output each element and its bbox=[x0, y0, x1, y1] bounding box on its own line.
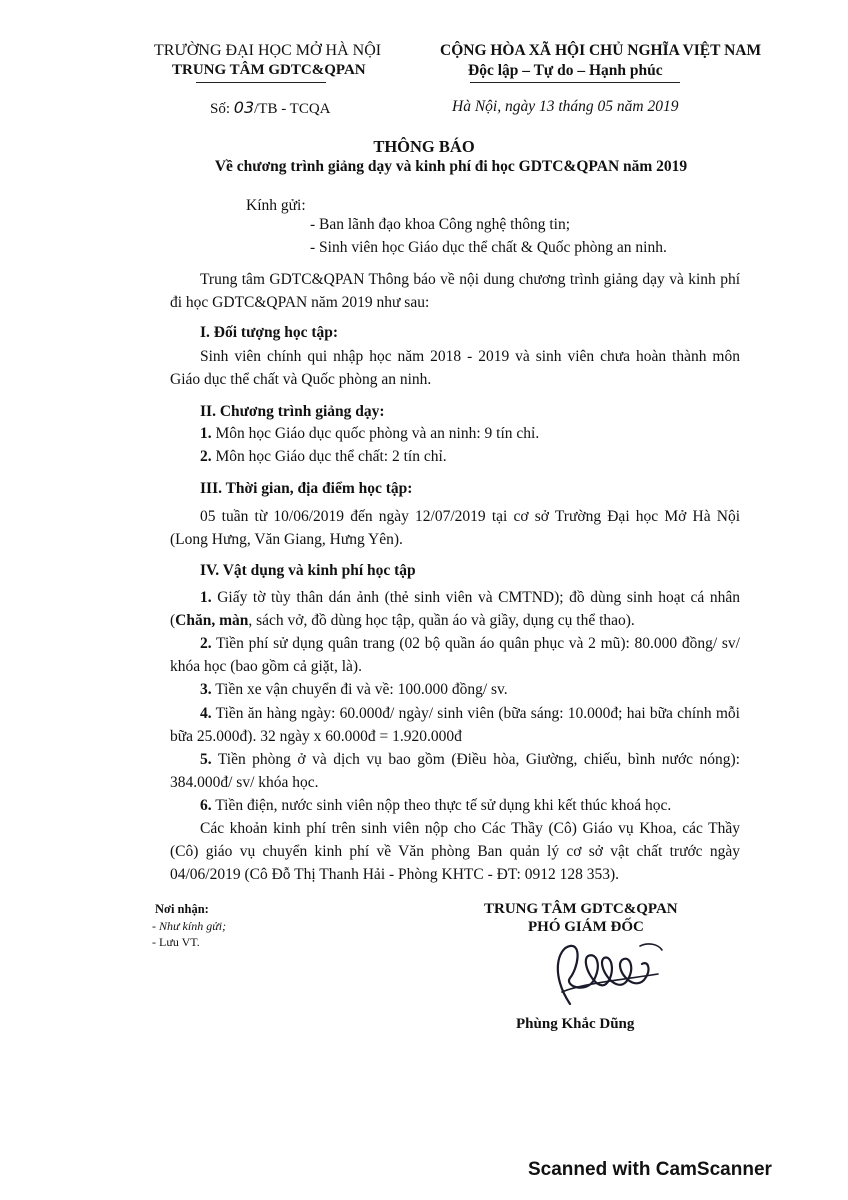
item-number: 5. bbox=[200, 751, 212, 768]
section4-item1 bbox=[170, 586, 740, 632]
item-number: 4. bbox=[200, 705, 212, 722]
item-number: 6. bbox=[200, 797, 212, 814]
section4-heading: IV. Vật dụng và kinh phí học tập bbox=[200, 562, 416, 579]
recipient-item: - Ban lãnh đạo khoa Công nghệ thông tin; bbox=[310, 216, 571, 233]
place-date: Hà Nội, ngày 13 tháng 05 năm 2019 bbox=[452, 98, 679, 115]
item-text: , sách vở, đồ dùng học tập, quần áo và giầy, dụng cụ thể thao). bbox=[248, 612, 635, 629]
intro-paragraph bbox=[170, 268, 740, 314]
recipient-item: - Sinh viên học Giáo dục thể chất & Quốc phòng an ninh. bbox=[310, 239, 667, 256]
university-name: TRƯỜNG ĐẠI HỌC MỞ HÀ NỘI bbox=[154, 42, 382, 59]
handwritten-signature bbox=[540, 934, 670, 1014]
header-left-underline bbox=[196, 82, 326, 83]
item-text-bold: Chăn, màn bbox=[175, 612, 249, 629]
item-text: Tiền ăn hàng ngày: 60.000đ/ ngày/ sinh viên (bữa sáng: 10.000đ; hai bữa chính mỗi bữa 25.000đ). 32 ngày x 60.000đ = 1.920.000đ bbox=[170, 705, 740, 745]
item-text: Môn học Giáo dục quốc phòng và an ninh: 9 tín chỉ. bbox=[211, 425, 540, 442]
center-name: TRUNG TÂM GDTC&QPAN bbox=[172, 62, 366, 78]
section4-item3 bbox=[170, 678, 740, 701]
section1-paragraph bbox=[170, 345, 740, 391]
section1-heading: I. Đối tượng học tập: bbox=[200, 324, 339, 341]
item-text: Môn học Giáo dục thể chất: 2 tín chỉ. bbox=[211, 448, 447, 465]
document-number-prefix: Số: bbox=[210, 101, 234, 117]
section3-heading: III. Thời gian, địa điểm học tập: bbox=[200, 480, 413, 497]
section2-item1 bbox=[200, 422, 539, 445]
receiver-item: - Như kính gửi; bbox=[152, 919, 227, 933]
item-text: Tiền điện, nước sinh viên nộp theo thực tế sử dụng khi kết thúc khoá học. bbox=[211, 797, 672, 814]
document-number bbox=[210, 98, 331, 118]
closing-text: Các khoản kinh phí trên sinh viên nộp cho Các Thầy (Cô) Giáo vụ Khoa, các Thầy (Cô) giáo vụ chuyển kinh phí về Văn phòng Ban quản lý cơ sở vật chất trước ngày 04/06/2019 (Cô Đỗ Thị Thanh Hải - Phòng KHTC - ĐT: 0912 128 353). bbox=[170, 820, 740, 883]
recipients-label: Kính gửi: bbox=[246, 197, 306, 214]
item-text: Tiền xe vận chuyển đi và về: 100.000 đồng/ sv. bbox=[211, 681, 508, 698]
section4-item4 bbox=[170, 702, 740, 748]
section2-item2 bbox=[200, 445, 447, 468]
item-number: 1. bbox=[200, 589, 212, 606]
intro-text: Trung tâm GDTC&QPAN Thông báo về nội dung chương trình giảng dạy và kinh phí đi học GDTC&QPAN năm 2019 như sau: bbox=[170, 271, 740, 311]
camscanner-watermark: Scanned with CamScanner bbox=[528, 1159, 772, 1180]
receivers-label: Nơi nhận: bbox=[155, 902, 209, 916]
item-number: 2. bbox=[200, 635, 212, 652]
signer-organization: TRUNG TÂM GDTC&QPAN bbox=[484, 901, 678, 917]
section3-text: 05 tuần từ 10/06/2019 đến ngày 12/07/2019 tại cơ sở Trường Đại học Mở Hà Nội (Long Hưng, Văn Giang, Hưng Yên). bbox=[170, 508, 740, 548]
section4-item6 bbox=[170, 794, 740, 817]
item-text: Giấy tờ tùy thân dán ảnh (thẻ sinh viên và CMTND); đồ dùng sinh hoạt cá nhân ( bbox=[170, 589, 740, 629]
section4-item2 bbox=[170, 632, 740, 678]
header-right-underline bbox=[470, 82, 680, 83]
receiver-item: - Lưu VT. bbox=[152, 935, 200, 949]
signer-name: Phùng Khắc Dũng bbox=[516, 1016, 635, 1032]
section3-paragraph bbox=[170, 505, 740, 551]
item-text: Tiền phí sử dụng quân trang (02 bộ quần áo quân phục và 2 mũ): 80.000 đồng/ sv/ khóa học (bao gồm cả giặt, là). bbox=[170, 635, 740, 675]
national-motto: Độc lập – Tự do – Hạnh phúc bbox=[468, 62, 663, 79]
item-number: 3. bbox=[200, 681, 212, 698]
signer-role: PHÓ GIÁM ĐỐC bbox=[528, 919, 644, 935]
national-title: CỘNG HÒA XÃ HỘI CHỦ NGHĨA VIỆT NAM bbox=[440, 42, 762, 59]
document-number-suffix: /TB - TCQA bbox=[254, 101, 331, 117]
section4-closing bbox=[170, 817, 740, 886]
item-text: Tiền phòng ở và dịch vụ bao gồm (Điều hòa, Giường, chiếu, bình nước nóng): 384.000đ/ sv/ khóa học. bbox=[170, 751, 740, 791]
section2-heading: II. Chương trình giảng dạy: bbox=[200, 403, 385, 420]
section1-text: Sinh viên chính qui nhập học năm 2018 - 2019 và sinh viên chưa hoàn thành môn Giáo dục thể chất và Quốc phòng an ninh. bbox=[170, 348, 740, 388]
section4-item5 bbox=[170, 748, 740, 794]
document-title: THÔNG BÁO bbox=[373, 137, 475, 156]
item-number: 1. bbox=[200, 425, 212, 442]
document-number-value: 03 bbox=[233, 98, 255, 117]
document-subtitle: Về chương trình giảng dạy và kinh phí đi học GDTC&QPAN năm 2019 bbox=[214, 158, 688, 175]
item-number: 2. bbox=[200, 448, 212, 465]
